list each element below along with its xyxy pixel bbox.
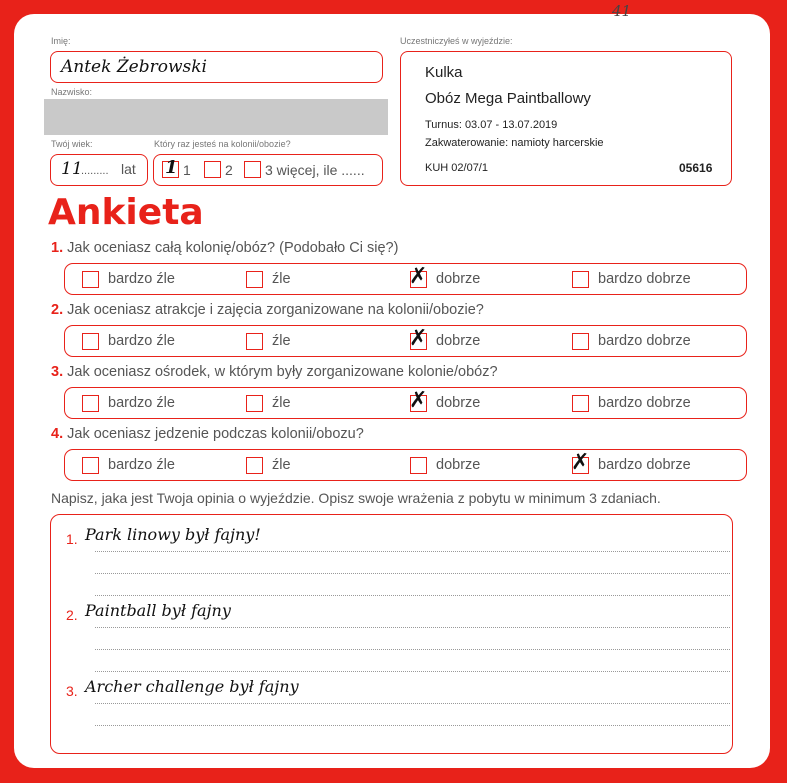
q4-option-zle[interactable]: źle bbox=[246, 455, 291, 475]
writing-line bbox=[95, 627, 730, 628]
question-3: 3. Jak oceniasz ośrodek, w którym były zorganizowane kolonie/obóz? bbox=[51, 364, 498, 380]
q2-option-zle[interactable]: źle bbox=[246, 331, 291, 351]
which-option-2-label: 2 bbox=[225, 161, 233, 178]
q1-option-bardzo-dobrze[interactable]: bardzo dobrze bbox=[572, 269, 691, 289]
q2-option-dobrze[interactable]: ✗ dobrze bbox=[409, 325, 481, 351]
question-1: 1. Jak oceniasz całą kolonię/obóz? (Podobało Ci się?) bbox=[51, 240, 399, 256]
participant-label: Uczestniczyłeś w wyjeździe: bbox=[400, 36, 513, 46]
answer-1-text: Park linowy był fajny! bbox=[85, 525, 261, 544]
age-label: Twój wiek: bbox=[51, 139, 93, 149]
trip-info-box bbox=[400, 51, 732, 186]
age-field[interactable] bbox=[50, 154, 148, 186]
check-mark-icon: ✗ bbox=[409, 263, 428, 289]
trip-camp: Obóz Mega Paintballowy bbox=[425, 90, 591, 107]
which-option-1[interactable] bbox=[162, 157, 191, 178]
question-3-options bbox=[64, 387, 747, 419]
q4-option-bardzo-zle[interactable]: bardzo źle bbox=[82, 455, 175, 475]
q2-option-bardzo-dobrze[interactable]: bardzo dobrze bbox=[572, 331, 691, 351]
writing-line bbox=[95, 671, 730, 672]
trip-number: 05616 bbox=[679, 161, 713, 175]
answer-3-number: 3. bbox=[66, 683, 78, 699]
name-label: Imię: bbox=[51, 36, 71, 46]
trip-company: Kulka bbox=[425, 64, 463, 81]
age-value: 11 bbox=[61, 159, 83, 179]
checkbox-2[interactable] bbox=[204, 161, 221, 178]
which-option-1-label: 1 bbox=[183, 161, 191, 178]
answer-2-number: 2. bbox=[66, 607, 78, 623]
checkbox-1[interactable] bbox=[162, 157, 179, 178]
check-mark-icon: ✗ bbox=[571, 449, 590, 475]
survey-title: Ankieta bbox=[48, 192, 204, 233]
trip-turnus: Turnus: 03.07 - 13.07.2019 bbox=[425, 119, 558, 131]
writing-line bbox=[95, 573, 730, 574]
q1-option-zle[interactable]: źle bbox=[246, 269, 291, 289]
opinion-box[interactable] bbox=[50, 514, 733, 754]
question-4: 4. Jak oceniasz jedzenie podczas kolonii/obozu? bbox=[51, 426, 364, 442]
q3-option-dobrze[interactable]: ✗ dobrze bbox=[409, 387, 481, 413]
which-time-field bbox=[153, 154, 383, 186]
q2-option-bardzo-zle[interactable]: bardzo źle bbox=[82, 331, 175, 351]
answer-1-number: 1. bbox=[66, 531, 78, 547]
survey-form-page bbox=[14, 2, 770, 768]
corner-handwritten-mark: 41 bbox=[612, 2, 632, 20]
writing-line bbox=[95, 595, 730, 596]
checkbox-3[interactable] bbox=[244, 161, 261, 178]
writing-line bbox=[95, 725, 730, 726]
q3-option-bardzo-zle[interactable]: bardzo źle bbox=[82, 393, 175, 413]
writing-line bbox=[95, 703, 730, 704]
question-2: 2. Jak oceniasz atrakcje i zajęcia zorganizowane na kolonii/obozie? bbox=[51, 302, 484, 318]
which-selected-mark: 1 bbox=[165, 157, 178, 178]
trip-lodging: Zakwaterowanie: namioty harcerskie bbox=[425, 137, 604, 149]
q1-option-bardzo-zle[interactable]: bardzo źle bbox=[82, 269, 175, 289]
surname-label: Nazwisko: bbox=[51, 87, 93, 97]
q4-option-bardzo-dobrze[interactable]: ✗ bardzo dobrze bbox=[571, 449, 691, 475]
question-1-options bbox=[64, 263, 747, 295]
name-value: Antek Żebrowski bbox=[61, 57, 207, 77]
q3-option-zle[interactable]: źle bbox=[246, 393, 291, 413]
name-field[interactable] bbox=[50, 51, 383, 83]
answer-2-text: Paintball był fajny bbox=[85, 601, 231, 620]
answer-3-text: Archer challenge był fajny bbox=[85, 677, 299, 696]
trip-code: KUH 02/07/1 bbox=[425, 162, 488, 174]
surname-redaction bbox=[44, 99, 388, 135]
q3-option-bardzo-dobrze[interactable]: bardzo dobrze bbox=[572, 393, 691, 413]
which-option-3[interactable] bbox=[244, 161, 365, 178]
check-mark-icon: ✗ bbox=[409, 325, 428, 351]
opinion-prompt: Napisz, jaka jest Twoja opinia o wyjeździe. Opisz swoje wrażenia z pobytu w minimum 3 zdaniach. bbox=[51, 490, 661, 506]
age-unit: lat bbox=[121, 161, 136, 177]
age-dots: ......... bbox=[81, 165, 109, 177]
question-2-options bbox=[64, 325, 747, 357]
q1-option-dobrze[interactable]: ✗ dobrze bbox=[409, 263, 481, 289]
writing-line bbox=[95, 551, 730, 552]
check-mark-icon: ✗ bbox=[409, 387, 428, 413]
question-4-options bbox=[64, 449, 747, 481]
q4-option-dobrze[interactable]: dobrze bbox=[410, 455, 480, 475]
which-option-2[interactable] bbox=[204, 161, 233, 178]
which-option-3-label: 3 więcej, ile ...... bbox=[265, 161, 365, 178]
which-time-label: Który raz jesteś na kolonii/obozie? bbox=[154, 139, 291, 149]
writing-line bbox=[95, 649, 730, 650]
